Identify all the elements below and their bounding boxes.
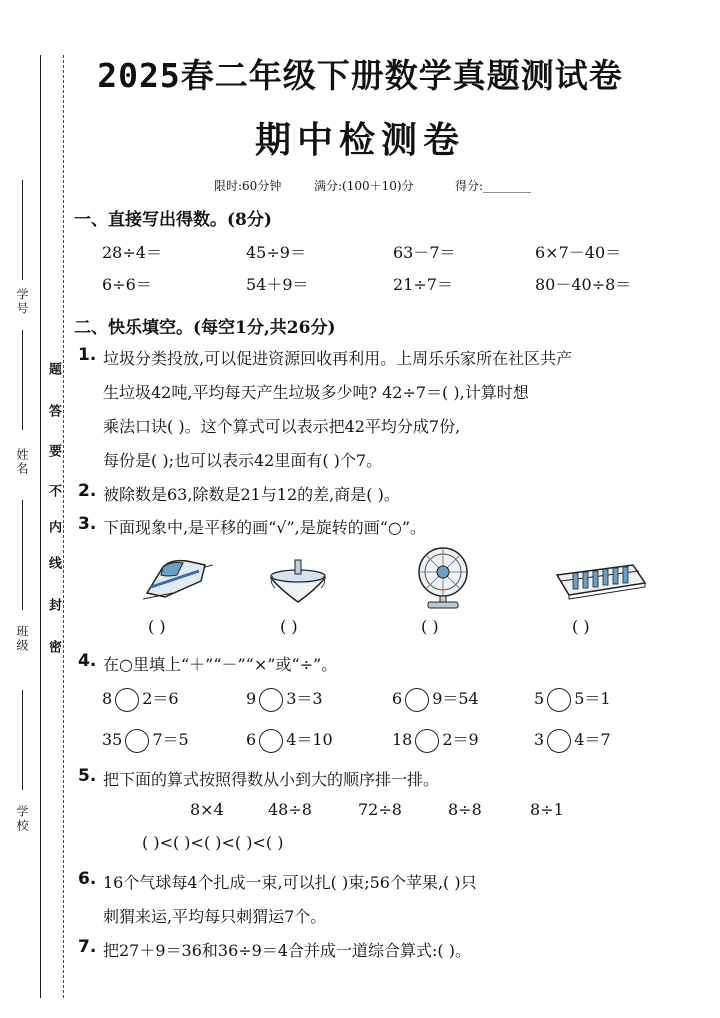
xuehao-underline	[22, 180, 23, 280]
question-number: 3.	[78, 514, 97, 534]
q4-text: 在○里填上“＋”“－”“×”或“÷”。	[103, 655, 338, 674]
calc-item: 54＋9＝	[246, 275, 309, 294]
operator-circle[interactable]	[405, 688, 429, 712]
seal-word: 题	[46, 362, 61, 375]
calc-item: 63－7＝	[393, 243, 456, 262]
page-subtitle: 期中检测卷	[254, 119, 465, 161]
operator-item: 6 9＝54	[392, 686, 479, 712]
xuexiao-label: 学校	[15, 805, 29, 833]
xuehao-label: 学号	[15, 288, 29, 316]
calc-item: 21÷7＝	[393, 275, 453, 294]
q6-line: 刺猬来运,平均每只刺猬运7个。	[103, 907, 327, 926]
seal-word: 答	[46, 404, 61, 417]
operator-circle[interactable]	[259, 729, 283, 753]
xingming-underline	[22, 330, 23, 430]
expression: 48÷8	[268, 800, 312, 819]
seal-word: 线	[46, 556, 61, 569]
high-speed-train-image	[143, 553, 213, 601]
score-field[interactable]: 得分:________	[455, 179, 532, 193]
seal-word: 要	[46, 444, 61, 457]
q2-text: 被除数是63,除数是21与12的差,商是( )。	[103, 485, 400, 504]
seal-word: 密	[46, 640, 61, 653]
operator-item: 3 4＝7	[534, 727, 611, 753]
calc-item: 6÷6＝	[102, 275, 152, 294]
answer-blank[interactable]: ( )	[148, 617, 166, 636]
expression: 8÷1	[530, 800, 564, 819]
q7-text: 把27＋9＝36和36÷9＝4合并成一道综合算式:( )。	[103, 941, 471, 960]
section2-heading: 二、快乐填空。(每空1分,共26分)	[74, 318, 336, 338]
q1-line: 每份是( );也可以表示42里面有( )个7。	[103, 451, 383, 470]
operator-item: 6 4＝10	[246, 727, 333, 753]
operator-circle[interactable]	[115, 688, 139, 712]
operator-item: 9 3＝3	[246, 686, 323, 712]
question-number: 1.	[78, 345, 97, 365]
q6-line: 16个气球每4个扎成一束,可以扎( )束;56个苹果,( )只	[103, 873, 477, 892]
seal-word: 封	[46, 598, 61, 611]
full-score: 满分:(100＋10)分	[314, 179, 414, 193]
q1-line: 乘法口诀( )。这个算式可以表示把42平均分成7份,	[103, 417, 461, 436]
q3-text: 下面现象中,是平移的画“√”,是旋转的画“○”。	[103, 518, 427, 537]
spinning-top-image	[265, 558, 331, 604]
operator-circle[interactable]	[547, 688, 571, 712]
abacus-image	[553, 561, 649, 601]
answer-blank[interactable]: ( )	[572, 617, 590, 636]
binding-dashed-line	[63, 55, 64, 998]
seal-word: 不	[46, 484, 61, 497]
operator-circle[interactable]	[415, 729, 439, 753]
expression: 8×4	[190, 800, 224, 819]
banji-underline	[22, 500, 23, 610]
question-number: 4.	[78, 651, 97, 671]
electric-fan-image	[410, 546, 476, 610]
binding-border-line	[40, 55, 41, 998]
calc-item: 28÷4＝	[102, 243, 162, 262]
operator-item: 35 7＝5	[102, 727, 189, 753]
order-blanks[interactable]: ( )<( )<( )<( )<( )	[142, 833, 284, 852]
answer-blank[interactable]: ( )	[280, 617, 298, 636]
question-number: 2.	[78, 481, 97, 501]
xuexiao-underline	[22, 690, 23, 790]
question-number: 5.	[78, 766, 97, 786]
operator-item: 18 2＝9	[392, 727, 479, 753]
operator-item: 5 5＝1	[534, 686, 611, 712]
operator-circle[interactable]	[259, 688, 283, 712]
operator-circle[interactable]	[125, 729, 149, 753]
q1-line: 生垃圾42吨,平均每天产生垃圾多少吨? 42÷7＝( ),计算时想	[103, 383, 529, 402]
operator-circle[interactable]	[547, 729, 571, 753]
q1-line: 垃圾分类投放,可以促进资源回收再利用。上周乐乐家所在社区共产	[103, 349, 573, 368]
seal-word: 内	[46, 520, 61, 533]
expression: 72÷8	[358, 800, 402, 819]
calc-item: 6×7－40＝	[535, 243, 622, 262]
operator-item: 8 2＝6	[102, 686, 179, 712]
expression: 8÷8	[448, 800, 482, 819]
answer-blank[interactable]: ( )	[421, 617, 439, 636]
page-title: 2025春二年级下册数学真题测试卷	[97, 56, 623, 95]
xingming-label: 姓名	[15, 448, 29, 476]
q5-text: 把下面的算式按照得数从小到大的顺序排一排。	[103, 770, 440, 789]
section1-heading: 一、直接写出得数。(8分)	[74, 210, 272, 230]
question-number: 7.	[78, 937, 97, 957]
calc-item: 80－40÷8＝	[535, 275, 632, 294]
banji-label: 班级	[15, 625, 29, 653]
question-number: 6.	[78, 869, 97, 889]
calc-item: 45÷9＝	[246, 243, 306, 262]
time-limit: 限时:60分钟	[214, 179, 282, 193]
